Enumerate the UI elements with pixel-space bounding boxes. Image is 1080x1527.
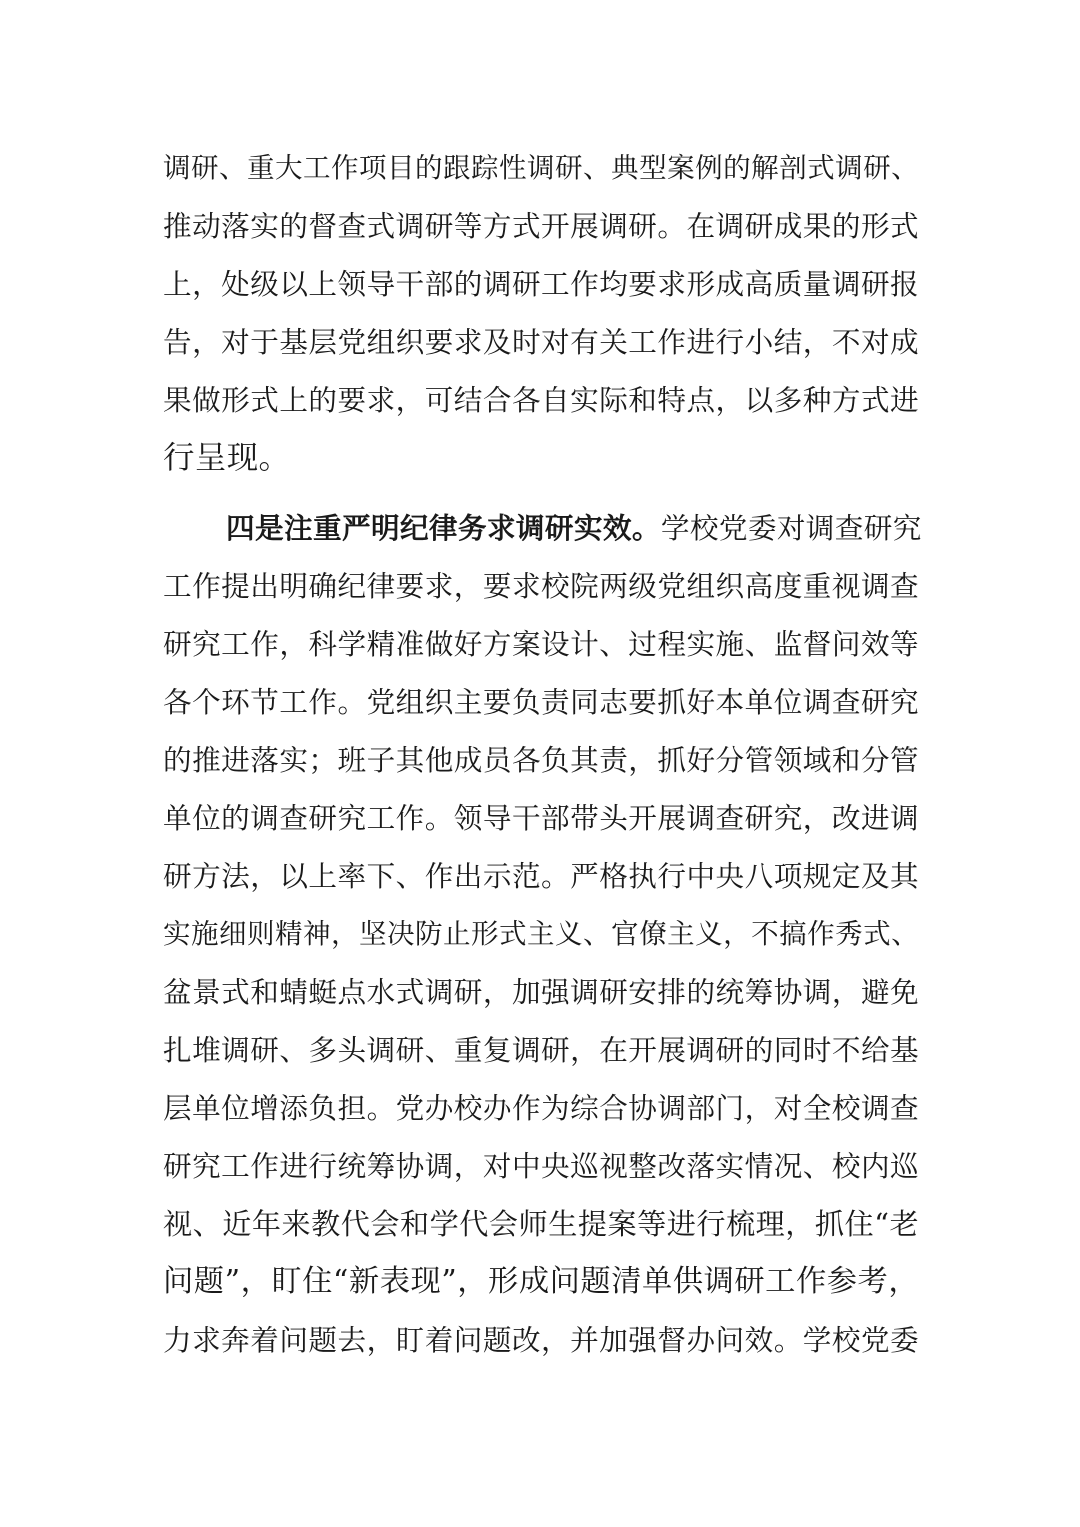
text-line: 各个环节工作。党组织主要负责同志要抓好本单位调查研究: [163, 685, 919, 719]
paragraph-spacer: [163, 487, 919, 499]
text-line: 层单位增添负担。党办校办作为综合协调部门，对全校调查: [163, 1091, 919, 1125]
heading-line-rest: 学校党委对调查研究: [660, 511, 922, 545]
text-line: 单位的调查研究工作。领导干部带头开展调查研究，改进调: [163, 801, 919, 835]
text-line: 推动落实的督查式调研等方式开展调研。在调研成果的形式: [163, 209, 919, 243]
text-line: 研方法，以上率下、作出示范。严格执行中央八项规定及其: [163, 859, 919, 893]
text-line: 上，处级以上领导干部的调研工作均要求形成高质量调研报: [163, 267, 919, 301]
text-line: 的推进落实；班子其他成员各负其责，抓好分管领域和分管: [163, 743, 919, 777]
paragraph-heading: 四是注重严明纪律务求调研实效。: [226, 511, 661, 545]
body-text: [163, 139, 922, 1369]
text-line: 实施细则精神，坚决防止形式主义、官僚主义，不搞作秀式、: [163, 918, 919, 950]
text-line: 行呈现。: [163, 440, 291, 476]
text-line: 盆景式和蜻蜓点水式调研，加强调研安排的统筹协调，避免: [163, 975, 919, 1009]
text-line: 研究工作进行统筹协调，对中央巡视整改落实情况、校内巡: [163, 1149, 919, 1183]
text-line: 视、近年来教代会和学代会师生提案等进行梳理，抓住“老: [163, 1207, 919, 1241]
text-line: [163, 499, 922, 557]
paragraph-1: [163, 139, 919, 487]
text-line: 调研、重大工作项目的跟踪性调研、典型案例的解剖式调研、: [163, 152, 919, 184]
text-line: 扎堆调研、多头调研、重复调研，在开展调研的同时不给基: [163, 1033, 919, 1067]
text-line: 果做形式上的要求，可结合各自实际和特点，以多种方式进: [163, 383, 919, 417]
text-line: 告，对于基层党组织要求及时对有关工作进行小结，不对成: [163, 325, 919, 359]
text-line: 工作提出明确纪律要求，要求校院两级党组织高度重视调查: [163, 569, 919, 603]
text-line: 研究工作，科学精准做好方案设计、过程实施、监督问效等: [163, 627, 919, 661]
text-line: 问题”，盯住“新表现”，形成问题清单供调研工作参考，: [163, 1264, 919, 1299]
text-line: 力求奔着问题去，盯着问题改，并加强督办问效。学校党委: [163, 1323, 919, 1357]
paragraph-2: [163, 499, 922, 1369]
